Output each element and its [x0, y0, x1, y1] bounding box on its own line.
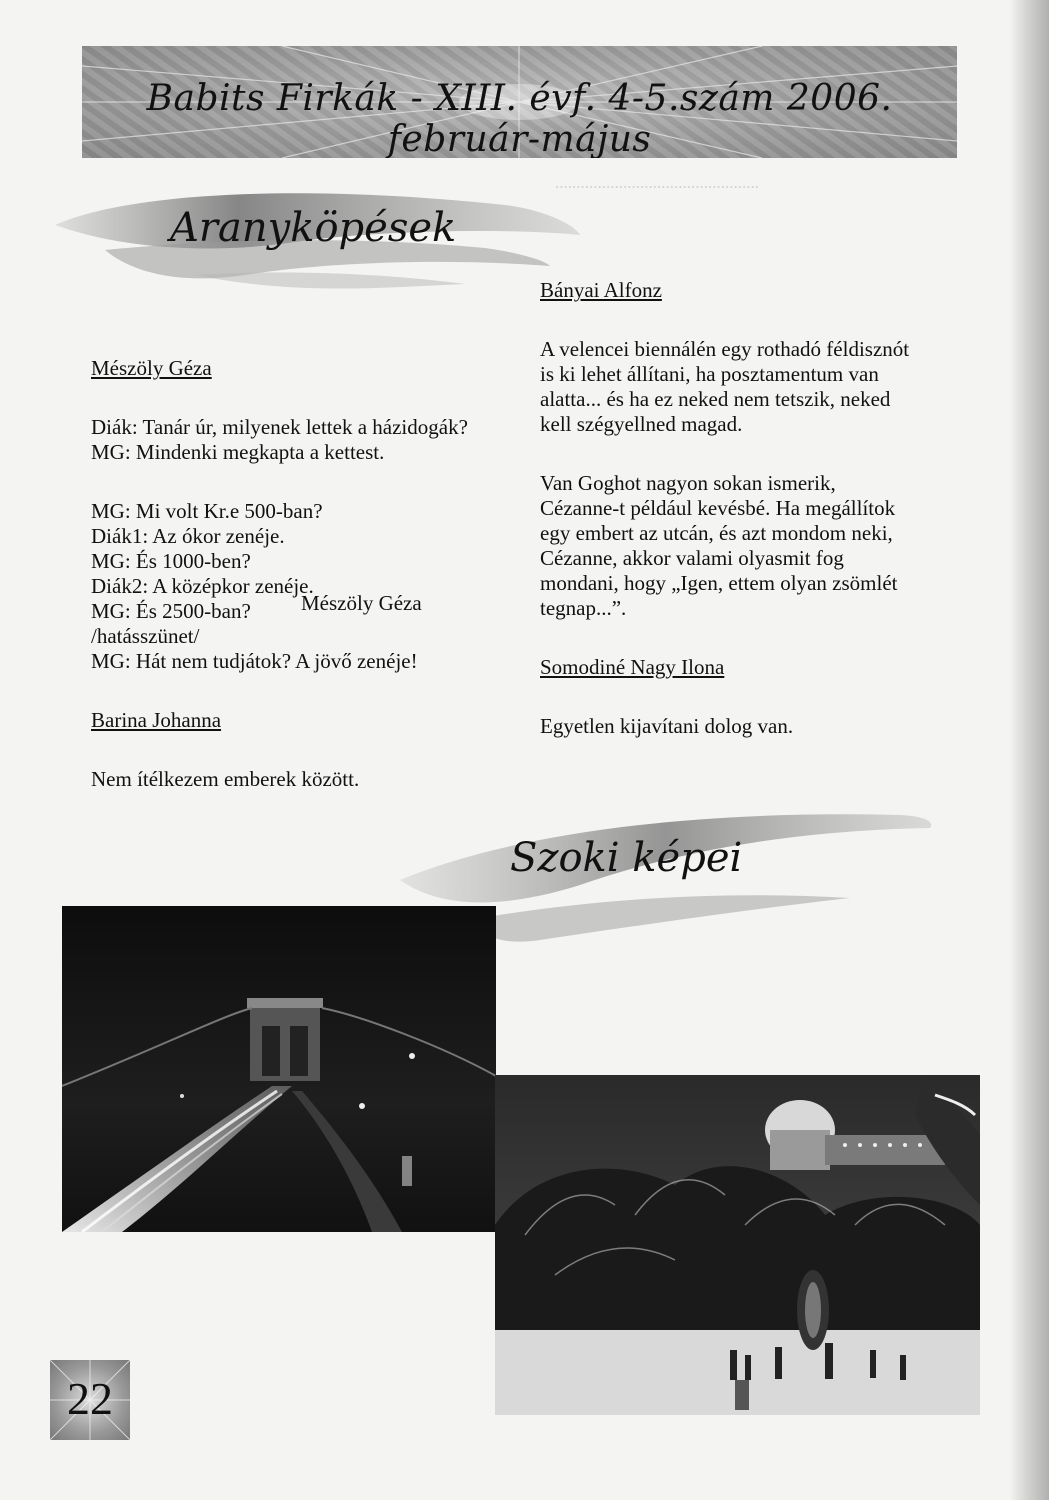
- page-number: 22: [67, 1373, 113, 1424]
- photo-snowy-park-castle: [495, 1075, 980, 1415]
- quote-line: Van Goghot nagyon sokan ismerik,: [540, 471, 836, 495]
- author-name: Somodiné Nagy Ilona: [540, 655, 725, 679]
- quote-line: Diák1: Az ókor zenéje.: [91, 524, 285, 548]
- quote-line: [91, 591, 531, 624]
- page-number-badge: [50, 1360, 130, 1440]
- quote-line: MG: Mi volt Kr.e 500-ban?: [91, 499, 323, 523]
- quote-line: A velencei biennálén egy rothadó féldisznót: [540, 337, 910, 361]
- right-column: [540, 278, 980, 739]
- quote-line: Diák: Tanár úr, milyenek lettek a házidogák?: [91, 415, 468, 439]
- quote-line: Nem ítélkezem emberek között.: [91, 767, 360, 791]
- quote-fragment: Mészöly Géza: [301, 591, 422, 615]
- quote-line: Cézanne-t például kevésbé. Ha megállítok: [540, 496, 896, 520]
- author-name: Barina Johanna: [91, 708, 222, 732]
- quote-line: tegnap...”.: [540, 596, 627, 620]
- quote-line: Egyetlen kijavítani dolog van.: [540, 714, 794, 738]
- quote-line: Diák2: A középkor zenéje.: [91, 574, 314, 598]
- header-banner: [82, 46, 957, 158]
- header-title: Babits Firkák - XIII. évf. 4-5.szám 2006. február-május: [146, 78, 893, 158]
- left-column: [91, 356, 531, 792]
- section-title-photos: Szoki képei: [510, 835, 743, 881]
- quote-line: egy embert az utcán, és azt mondom neki,: [540, 521, 893, 545]
- quote-line: MG: És 1000-ben?: [91, 549, 251, 573]
- show-through-text: ................................................: [555, 173, 759, 192]
- quote-line: mondani, hogy „Igen, ettem olyan zsömlét: [540, 571, 898, 595]
- quote-line: kell szégyellned magad.: [540, 412, 743, 436]
- author-name: Bányai Alfonz: [540, 278, 662, 302]
- quote-line: is ki lehet állítani, ha posztamentum van: [540, 362, 879, 386]
- photo-chain-bridge-night: [62, 906, 496, 1232]
- section-title-quotes: Aranyköpések: [170, 205, 457, 251]
- quote-line: MG: Hát nem tudjátok? A jövő zenéje!: [91, 649, 418, 673]
- quote-line: Cézanne, akkor valami olyasmit fog: [540, 546, 844, 570]
- quote-line: MG: Mindenki megkapta a kettest.: [91, 440, 385, 464]
- author-name: Mészöly Géza: [91, 356, 212, 380]
- page-edge-shadow: [1009, 0, 1049, 1500]
- quote-fragment: MG: És 2500-ban?: [91, 599, 251, 623]
- quote-line: /hatásszünet/: [91, 624, 200, 648]
- quote-line: alatta... és ha ez neked nem tetszik, neked: [540, 387, 891, 411]
